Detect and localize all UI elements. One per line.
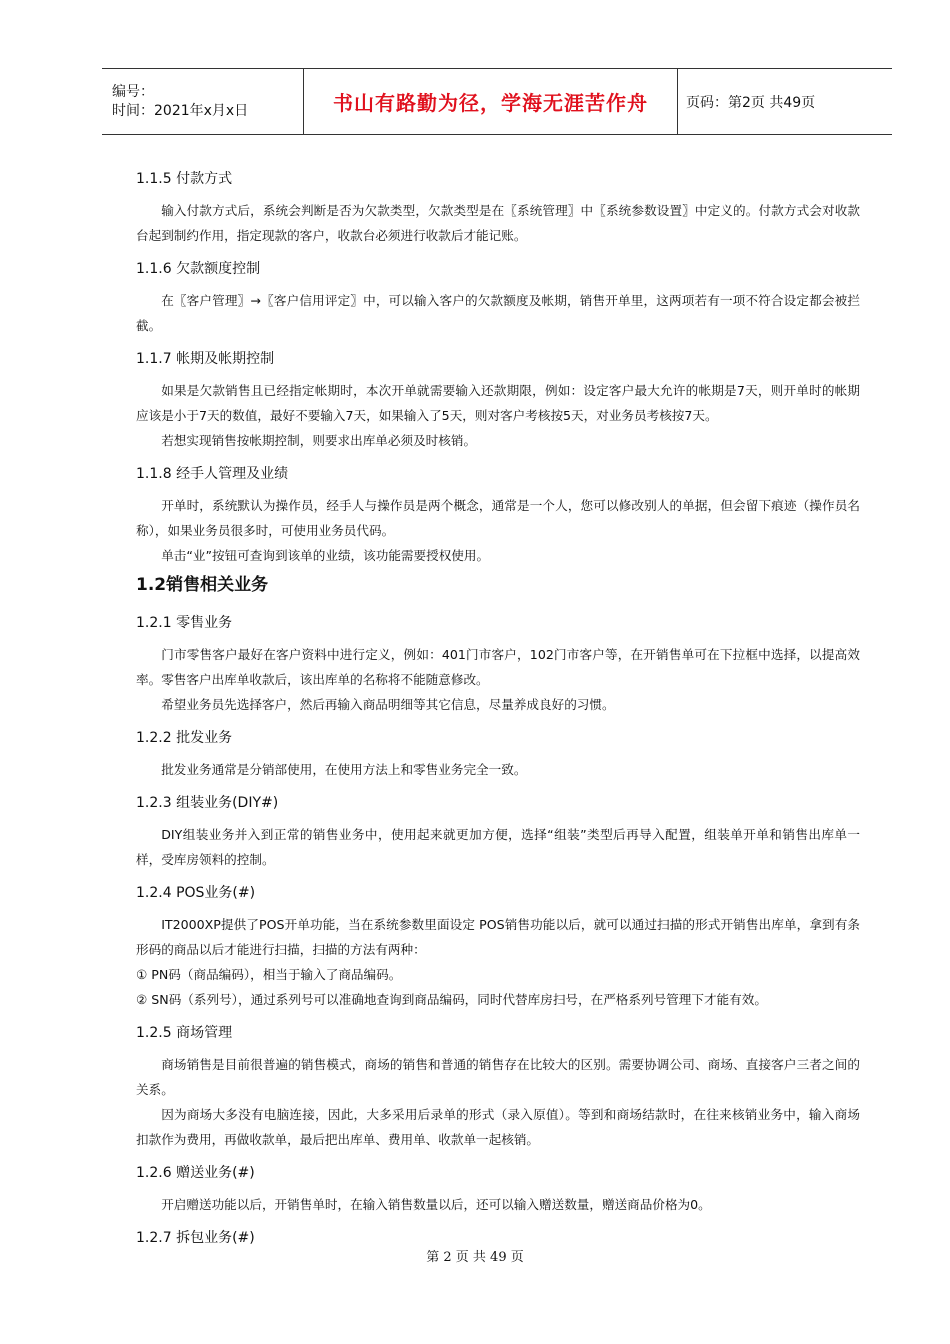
section-heading: 1.2.2 批发业务 bbox=[136, 730, 233, 746]
numbered-item: ① PN码（商品编码），相当于输入了商品编码。 bbox=[136, 967, 402, 982]
numbered-item: ② SN码（系列号），通过系列号可以准确地查询到商品编码，同时代替库房扫号，在严格系列号管理下才能有效。 bbox=[136, 992, 767, 1007]
paragraph: DIY组装业务并入到正常的销售业务中，使用起来就更加方便，选择“组装”类型后再导入配置，组装单开单和销售出库单一样，受库房领料的控制。 bbox=[136, 827, 860, 867]
paragraph: 若想实现销售按帐期控制，则要求出库单必须及时核销。 bbox=[161, 433, 477, 448]
chapter-heading: 1.2销售相关业务 bbox=[136, 575, 269, 595]
section-heading: 1.2.4 POS业务(#) bbox=[136, 885, 256, 901]
paragraph: 批发业务通常是分销部使用，在使用方法上和零售业务完全一致。 bbox=[161, 762, 527, 777]
paragraph: 开单时，系统默认为操作员，经手人与操作员是两个概念，通常是一个人，您可以修改别人的单据，但会留下痕迹（操作员名称），如果业务员很多时，可使用业务员代码。 bbox=[136, 498, 860, 538]
header-motto: 书山有路勤为径，学海无涯苦作舟 bbox=[304, 69, 678, 134]
section-heading: 1.2.6 赠送业务(#) bbox=[136, 1165, 255, 1181]
paragraph: 开启赠送功能以后，开销售单时，在输入销售数量以后，还可以输入赠送数量，赠送商品价格为0。 bbox=[161, 1197, 711, 1212]
header-page-number: 页码：第2页 共49页 bbox=[686, 94, 816, 111]
paragraph: 在〖客户管理〗→〖客户信用评定〗中，可以输入客户的欠款额度及帐期，销售开单里，这两项若有一项不符合设定都会被拦截。 bbox=[136, 293, 860, 333]
section-heading: 1.2.7 拆包业务(#) bbox=[136, 1230, 255, 1246]
section-heading: 1.2.5 商场管理 bbox=[136, 1025, 233, 1041]
page-header bbox=[102, 68, 892, 135]
paragraph: 门市零售客户最好在客户资料中进行定义，例如：401门市客户，102门市客户等，在开销售单可在下拉框中选择，以提高效率。零售客户出库单收款后，该出库单的名称将不能随意修改。 bbox=[136, 647, 860, 687]
document-body bbox=[136, 166, 860, 1257]
header-info bbox=[102, 69, 304, 134]
time-label: 时间：2021年x月x日 bbox=[112, 102, 249, 119]
section-heading: 1.2.3 组装业务(DIY#) bbox=[136, 795, 279, 811]
section-heading: 1.1.7 帐期及帐期控制 bbox=[136, 351, 275, 367]
code-label: 编号： bbox=[112, 83, 154, 100]
paragraph: 希望业务员先选择客户，然后再输入商品明细等其它信息，尽量养成良好的习惯。 bbox=[161, 697, 615, 712]
section-heading: 1.1.8 经手人管理及业绩 bbox=[136, 466, 289, 482]
paragraph: 商场销售是目前很普遍的销售模式，商场的销售和普通的销售存在比较大的区别。需要协调公司、商场、直接客户三者之间的关系。 bbox=[136, 1057, 860, 1097]
paragraph: IT2000XP提供了POS开单功能，当在系统参数里面设定 POS销售功能以后，就可以通过扫描的形式开销售出库单，拿到有条形码的商品以后才能进行扫描，扫描的方法有两种： bbox=[136, 917, 860, 957]
section-heading: 1.1.6 欠款额度控制 bbox=[136, 261, 261, 277]
paragraph: 单击“业”按钮可查询到该单的业绩，该功能需要授权使用。 bbox=[161, 548, 490, 563]
section-heading: 1.2.1 零售业务 bbox=[136, 615, 233, 631]
paragraph: 输入付款方式后，系统会判断是否为欠款类型，欠款类型是在〖系统管理〗中〖系统参数设置〗中定义的。付款方式会对收款台起到制约作用，指定现款的客户，收款台必须进行收款后才能记账。 bbox=[136, 203, 860, 243]
paragraph: 如果是欠款销售且已经指定帐期时，本次开单就需要输入还款期限，例如：设定客户最大允许的帐期是7天，则开单时的帐期应该是小于7天的数值，最好不要输入7天，如果输入了5天，则对客户考核按5天，对业务员考核按7天。 bbox=[136, 383, 860, 423]
section-heading: 1.1.5 付款方式 bbox=[136, 171, 233, 187]
paragraph: 因为商场大多没有电脑连接，因此，大多采用后录单的形式（录入原值）。等到和商场结款时，在往来核销业务中，输入商场扣款作为费用，再做收款单，最后把出库单、费用单、收款单一起核销。 bbox=[136, 1107, 860, 1147]
page-footer: 第 2 页 共 49 页 bbox=[426, 1250, 524, 1265]
